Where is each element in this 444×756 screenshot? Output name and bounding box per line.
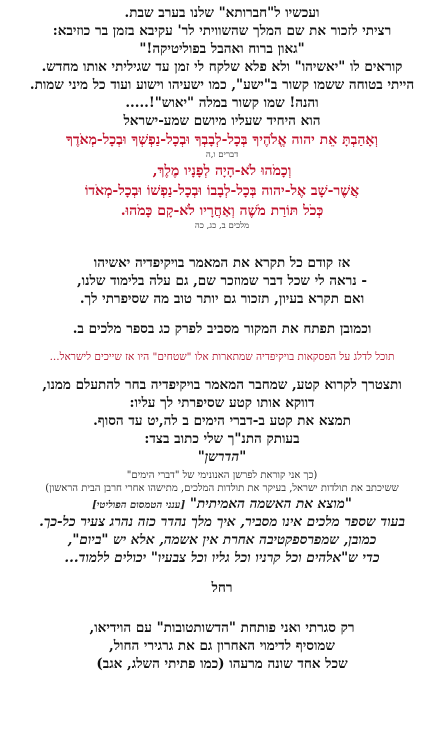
paragraph-line: אז קודם כל תקרא את המאמר בויקיפדיה יאשיהו bbox=[93, 255, 351, 271]
motza-line bbox=[6, 495, 438, 513]
verse-line: כְּכֹל תּוֹרַת מֹשֶׁה וְאַחֲרָיו לֹא-קָם כָּמֹהוּ. bbox=[120, 203, 324, 219]
intro-line: הוא היחיד שעליו מיושם שמע-ישראל bbox=[123, 113, 321, 129]
signature: רחל bbox=[211, 580, 233, 596]
motza-bracket: [ענני הטמסום הפוליטי] bbox=[92, 500, 186, 511]
paragraph-line: דווקא אותו קטע שסיפרתי לך עליו: bbox=[129, 395, 315, 411]
paragraph-line: שכל אחד שונה מרעהו (כמו פתיתי השלג, אגב) bbox=[96, 656, 348, 672]
paragraph-line: שמוסיף לדימוי האחרון גם את גרגירי החול, bbox=[109, 638, 335, 654]
paragraph-line: תמצא את קטע ב-דברי הימים ב לה,יט עד הסוף. bbox=[93, 413, 351, 429]
verse-reference: דברים ו,ה bbox=[205, 150, 239, 160]
intro-line: קוראים לו "יאשיהו" ולא פלא שלקח לי זמן עד שגיליתי אותו מחדש. bbox=[41, 59, 403, 75]
motza-text: "מוצא את האשמה האמיתית" bbox=[189, 496, 352, 512]
small-note: ששיכתב את תולדות ישראל, בעיקר את תולדות המלכים, מתישהו אחרי חרבן הבית הראשון) bbox=[45, 483, 399, 494]
paragraph-line: ואם תקרא בעיון, תזכור גם יותר טוב מה שסיפרתי לך. bbox=[79, 291, 365, 307]
paragraph-line: כמובן, שמפרספקטיבה אחרת אין אשמה, אלא יש "ביום", bbox=[67, 532, 377, 548]
small-note: (כך אני קוראת לפרשן האנונימי של "דברי הימים" bbox=[126, 470, 318, 481]
paragraph-line: ותצטרך לקרוא קטע, שמחבר המאמר בויקיפדיה בחר להתעלם ממנו, bbox=[42, 377, 402, 393]
paragraph-line: כדי ש"אלהים וכל קרניו וכל גליו וכל צבעיו" יכולים ללמוד... bbox=[64, 550, 380, 566]
intro-line: רציתי לזכור את שם המלך שהשוויתי לר' עקיבא בזמן בר כוזיבא: bbox=[52, 23, 392, 39]
intro-line: והנה! שמו קשור במלה "יאוש"!..... bbox=[125, 95, 319, 111]
paragraph-line: בעותק התנ"ך שלי כתוב בצד: bbox=[144, 431, 300, 447]
drash-label: "הדרשן" bbox=[197, 449, 247, 465]
intro-line: ועכשיו ל"חברותא" שלנו בערב שבת. bbox=[124, 5, 320, 21]
paragraph-line: - נראה לי שכל דבר שמוזכר שם, גם עלה בלימוד שלנו, bbox=[76, 273, 368, 289]
paragraph-line: וכמובן תפתח את המקור מסביב לפרק כג בספר מלכים ב. bbox=[72, 321, 372, 337]
verse-shema: וְאָהַבְתָּ אֵת יהוה אֱלֹהֶיךָ בְּכָל-לְבָבְךָ וּבְכָל-נַפְשְׁךָ וּבְכָל-מְאֹדֶךָ bbox=[66, 132, 378, 148]
verse-reference: מלכים ב, כג, כה bbox=[194, 221, 250, 231]
intro-quote: "גאון ברוח ואהבל בפוליטיקה!" bbox=[139, 41, 305, 57]
paragraph-line: בעוד שספר מלכים אינו מסביר, איך מלך נהדר כזה נהרג צעיר כל-כך. bbox=[39, 514, 405, 530]
side-note: תוכל לדלג על הפסקאות בויקיפדיה שמתארות אלו "שטחים" היו אז שייכים לישראל... bbox=[49, 351, 395, 363]
intro-line: הייתי בטוחה ששמו קשור ב"ישע", כמו ישעיהו וישוע ועוד כל מיני שמות. bbox=[29, 77, 415, 93]
verse-line: וְכָמֹהוּ לֹא-הָיָה לְפָנָיו מֶלֶךְ, bbox=[152, 163, 292, 179]
paragraph-line: רק סגרתי ואני פותחת "הדשותטובות" עם הוידיאו, bbox=[89, 620, 355, 636]
verse-line: אֲשֶׁר-שָׁב אֶל-יהוה בְּכָל-לְבָבוֹ וּבְכָל-נַפְשׁוֹ וּבְכָל-מְאֹדוֹ bbox=[84, 183, 360, 199]
